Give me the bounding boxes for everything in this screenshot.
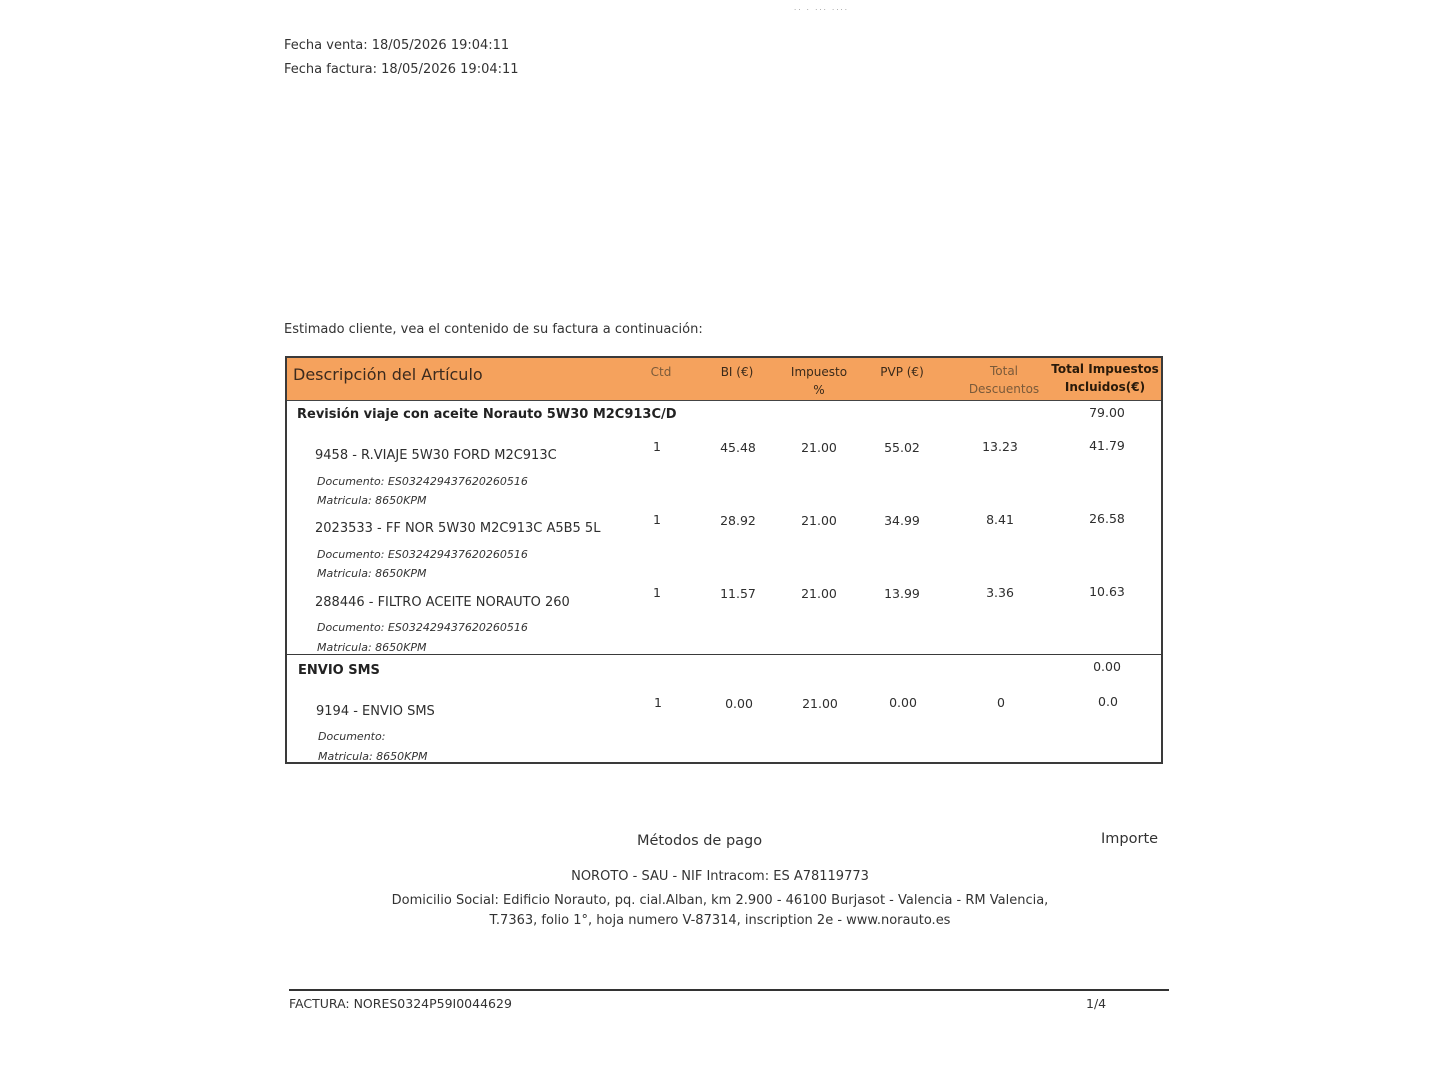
line-description: 9458 - R.VIAJE 5W30 FORD M2C913C (315, 448, 557, 463)
page-number: 1/4 (1086, 996, 1107, 1011)
line-bi: 45.48 (720, 440, 756, 455)
header-total-impuestos: Total Impuestos Incluidos(€) (1051, 362, 1159, 394)
line-descuento: 13.23 (982, 439, 1018, 454)
line-total: 10.63 (1089, 584, 1125, 599)
intro-text: Estimado cliente, vea el contenido de su factura a continuación: (284, 322, 703, 337)
line-documento: Documento: ES032429437620260516 (317, 548, 528, 561)
line-pvp: 13.99 (884, 586, 920, 601)
line-matricula: Matricula: 8650KPM (318, 750, 428, 763)
payment-methods-label: Métodos de pago (637, 833, 763, 849)
group-total: 79.00 (1089, 405, 1125, 420)
line-ctd: 1 (653, 512, 661, 527)
company-registry: T.7363, folio 1°, hoja numero V-87314, inscription 2e - www.norauto.es (489, 913, 951, 928)
line-matricula: Matricula: 8650KPM (317, 567, 427, 580)
table-header (287, 358, 1161, 401)
group-title: ENVIO SMS (298, 663, 380, 678)
line-pvp: 0.00 (889, 695, 917, 710)
line-descuento: 8.41 (986, 512, 1014, 527)
header-impuesto: Impuesto % (790, 365, 848, 397)
line-descuento: 3.36 (986, 585, 1014, 600)
fecha-venta: Fecha venta: 18/05/2026 19:04:11 (284, 38, 510, 53)
footer-rule (289, 989, 1169, 991)
line-impuesto: 21.00 (802, 696, 838, 711)
line-bi: 11.57 (720, 586, 756, 601)
line-bi: 28.92 (720, 513, 756, 528)
line-bi: 0.00 (725, 696, 753, 711)
line-total: 41.79 (1089, 438, 1125, 453)
line-total: 26.58 (1089, 511, 1125, 526)
line-pvp: 55.02 (884, 440, 920, 455)
line-ctd: 1 (653, 439, 661, 454)
invoice-table (285, 356, 1163, 764)
amount-label: Importe (1101, 831, 1159, 847)
invoice-number: FACTURA: NORES0324P59I0044629 (289, 996, 512, 1011)
company-name: NOROTO - SAU - NIF Intracom: ES A78119773 (571, 869, 869, 884)
fecha-factura: Fecha factura: 18/05/2026 19:04:11 (284, 62, 519, 77)
line-descuento: 0 (997, 695, 1005, 710)
sale-dates (284, 34, 519, 82)
company-address: Domicilio Social: Edificio Norauto, pq. cial.Alban, km 2.900 - 46100 Burjasot - Valencia - RM Valencia, (391, 893, 1049, 908)
line-matricula: Matricula: 8650KPM (317, 641, 427, 654)
scan-artifact: ·· · ··· ···· (794, 6, 849, 14)
line-documento: Documento: ES032429437620260516 (317, 621, 528, 634)
header-ctd: Ctd (650, 365, 672, 379)
header-bi: BI (€) (720, 365, 754, 379)
header-total-descuentos: Total Descuentos (968, 364, 1040, 396)
line-description: 2023533 - FF NOR 5W30 M2C913C A5B5 5L (315, 521, 601, 536)
header-descripcion: Descripción del Artículo (293, 365, 483, 384)
line-pvp: 34.99 (884, 513, 920, 528)
line-ctd: 1 (653, 585, 661, 600)
line-matricula: Matricula: 8650KPM (317, 494, 427, 507)
group-total: 0.00 (1093, 659, 1121, 674)
line-documento: Documento: ES032429437620260516 (317, 475, 528, 488)
line-impuesto: 21.00 (801, 440, 837, 455)
line-impuesto: 21.00 (801, 586, 837, 601)
line-total: 0.0 (1098, 694, 1118, 709)
group-separator (287, 654, 1161, 655)
line-documento: Documento: (318, 730, 386, 743)
header-pvp: PVP (€) (880, 365, 924, 379)
line-description: 288446 - FILTRO ACEITE NORAUTO 260 (315, 595, 570, 610)
line-description: 9194 - ENVIO SMS (316, 704, 435, 719)
line-ctd: 1 (654, 695, 662, 710)
group-title: Revisión viaje con aceite Norauto 5W30 M2C913C/D (297, 407, 677, 422)
line-impuesto: 21.00 (801, 513, 837, 528)
